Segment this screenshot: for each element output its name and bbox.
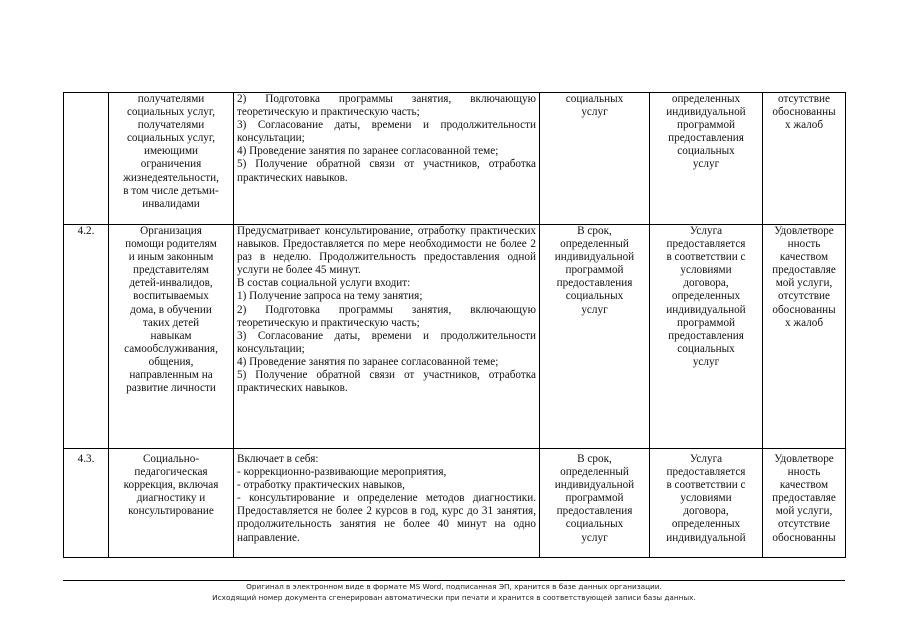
conditions-line: социальных [677,145,735,158]
term-line: социальных [565,518,624,531]
criteria-line: нность [787,238,821,251]
service-description-cell [234,449,540,558]
description-paragraph: 1) Получение запроса на тему занятия; [237,290,423,303]
service-name-line: социальных услуг, [126,106,216,119]
service-name-line: представителям [133,264,209,277]
conditions-line: предоставляется [666,466,746,479]
service-name-line: получателями [137,93,205,105]
conditions-line: определенных [671,290,741,303]
term-line: определенный [560,238,629,251]
description-paragraph: - коррекционно-развивающие мероприятия, [237,466,447,479]
service-name-line: общения, [148,355,194,368]
conditions-line: в соответствии с [666,479,746,492]
service-name-line: детей-инвалидов, [129,277,213,290]
row-number-cell [64,449,109,558]
row-number: 4.3. [77,453,95,465]
conditions-line: условиями [680,492,732,505]
conditions-line: услуг [692,355,720,368]
service-name-cell [109,93,234,225]
conditions-line: предоставления [668,329,744,342]
description-paragraph: 3) Согласование даты, времени и продолжительности консультации; [237,329,536,355]
conditions-line: Услуга [689,225,723,237]
description-paragraph: В состав социальной услуги входит: [237,277,411,290]
term-cell [540,93,650,225]
criteria-line: мой услуги, [775,277,833,290]
term-line: В срок, [577,225,612,237]
row-number-cell [64,225,109,449]
service-name-line: навыкам [150,329,192,342]
conditions-line: услуг [692,158,720,171]
service-name-line: Социально- [142,453,200,465]
service-name-line: Организация [140,225,202,237]
conditions-line: условиями [680,264,732,277]
table-row [64,93,846,225]
conditions-line: предоставления [668,132,744,145]
description-paragraph: 5) Получение обратной связи от участников, отработка практических навыков. [237,158,536,184]
term-line: программой [565,264,624,277]
conditions-cell [650,225,763,449]
term-line: определенный [560,466,629,479]
service-name-line: воспитываемых [133,290,209,303]
term-cell [540,449,650,558]
criteria-line: х жалоб [784,316,824,329]
term-line: услуг [581,303,608,316]
conditions-cell [650,449,763,558]
footer-line-1: Оригинал в электронном виде в формате MS Word, подписанная ЭП, хранится в базе данных организации. [246,582,662,591]
description-paragraph: Предусматривает консультирование, отработку практических навыков. Предоставляется по мере необходимости не более 2 раз в неделю. Продолжительность предоставления одной услуги не более 45 минут. [237,225,536,277]
service-name-line: имеющими [143,145,199,158]
description-paragraph: 2) Подготовка программы занятия, включающую теоретическую и практическую часть; [237,303,536,329]
service-name-line: педагогическая [134,466,208,479]
criteria-cell [763,225,846,449]
criteria-line: качеством [779,251,829,264]
criteria-line: Удовлетворе [774,453,834,465]
term-line: В срок, [577,453,612,465]
term-line: индивидуальной [554,479,635,492]
criteria-line: обоснованны [772,531,836,544]
service-name-line: ограничения [140,158,202,171]
conditions-line: индивидуальной [666,531,746,544]
criteria-line: отсутствие [778,290,830,303]
service-name-line: социальных услуг, [126,132,216,145]
conditions-line: договора, [683,505,729,518]
term-line: предоставления [556,277,633,290]
term-line: социальных [565,290,624,303]
term-cell [540,225,650,449]
service-name-line: дома, в обучении [130,303,212,316]
service-description-cell [234,93,540,225]
criteria-line: нность [787,466,821,479]
criteria-line: Удовлетворе [774,225,834,237]
criteria-line: предоставляе [772,264,836,277]
criteria-cell [763,449,846,558]
table-row [64,449,846,558]
service-name-line: инвалидами [142,197,200,210]
conditions-line: договора, [683,277,729,290]
criteria-cell [763,93,846,225]
footer-line-2: Исходящий номер документа сгенерирован автоматически при печати и хранится в соответствующей записи базы данных. [212,593,696,602]
description-paragraph: 5) Получение обратной связи от участников, отработка практических навыков. [237,369,536,395]
criteria-line: отсутствие [778,518,830,531]
description-paragraph: 2) Подготовка программы занятия, включающую теоретическую и практическую часть; [237,93,536,119]
term-line: услуг [581,531,608,544]
criteria-line: мой услуги, [775,505,833,518]
service-name-line: и иным законным [128,251,214,264]
term-line: услуг [581,106,608,119]
description-paragraph: 4) Проведение занятия по заранее согласованной теме; [237,355,499,368]
table-row [64,225,846,449]
conditions-line: определенных [671,518,741,531]
service-description-cell [234,225,540,449]
conditions-line: социальных [677,342,735,355]
criteria-line: предоставляе [772,492,836,505]
service-name-line: таких детей [142,316,200,329]
service-name-line: жизнедеятельности, [123,171,219,184]
criteria-line: х жалоб [784,119,824,132]
description-paragraph: 3) Согласование даты, времени и продолжительности консультации; [237,119,536,145]
description-paragraph: Включает в себя: [237,453,319,465]
criteria-line: качеством [779,479,829,492]
service-name-line: коррекция, включая [123,479,219,492]
row-number-cell [64,93,109,225]
criteria-line: отсутствие [778,93,830,105]
service-name-line: диагностику и [136,492,206,505]
service-name-line: самообслуживания, [124,342,218,355]
term-line: предоставления [556,505,633,518]
criteria-line: обоснованны [772,106,836,119]
document-footer [63,581,845,603]
description-paragraph: - отработку практических навыков, [237,479,405,492]
conditions-line: в соответствии с [666,251,746,264]
description-paragraph: - консультирование и определение методов диагностики. Предоставляется не более 2 курсов в год, курс до 31 занятия, продолжительность занятия не более 40 минут на одно направление. [237,492,536,544]
conditions-line: предоставляется [666,238,746,251]
service-name-line: консультирование [128,505,214,518]
service-name-cell [109,449,234,558]
row-number: 4.2. [77,225,95,237]
conditions-line: индивидуальной [666,106,746,119]
conditions-line: Услуга [689,453,723,465]
service-name-line: помощи родителям [125,238,217,251]
conditions-line: индивидуальной [666,303,746,316]
service-name-line: получателями [137,119,205,132]
term-line: индивидуальной [554,251,635,264]
service-name-line: развитие личности [126,382,216,395]
term-line: социальных [565,93,624,105]
service-name-line: направленным на [129,369,213,382]
conditions-line: программой [676,316,736,329]
term-line: программой [565,492,624,505]
conditions-cell [650,93,763,225]
service-name-cell [109,225,234,449]
service-name-line: в том числе детьми- [123,184,219,197]
description-paragraph: 4) Проведение занятия по заранее согласованной теме; [237,145,499,158]
conditions-line: программой [676,119,736,132]
conditions-line: определенных [671,93,741,105]
criteria-line: обоснованны [772,303,836,316]
services-table-body [64,93,846,558]
services-table [63,92,846,558]
